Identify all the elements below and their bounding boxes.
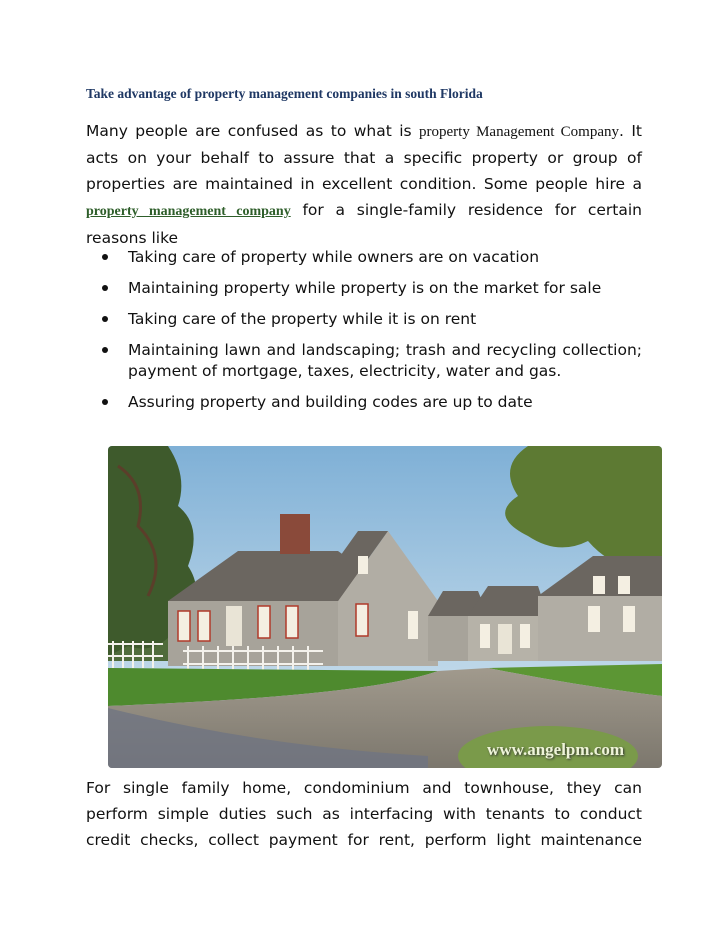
list-item-text: Maintaining lawn and landscaping; trash and recycling collection; payment of mortgage, taxes, electricity, water and gas. (128, 341, 642, 380)
intro-text-1: Many people are confused as to what is (86, 122, 420, 140)
property-management-link[interactable]: property management company (86, 204, 291, 219)
house-illustration (108, 446, 662, 768)
bullet-icon (102, 254, 108, 260)
list-item-text: Taking care of property while owners are on vacation (128, 248, 540, 266)
list-item-text: Taking care of the property while it is on rent (128, 310, 477, 328)
list-item (86, 247, 642, 268)
list-item (86, 392, 642, 413)
bullet-icon (102, 285, 108, 291)
page-title: Take advantage of property management companies in south Florida (86, 86, 483, 101)
reasons-list (86, 247, 642, 423)
intro-paragraph (86, 118, 642, 251)
intro-text-2: . It acts on your behalf to assure that a specific property or group of properties are maintained in excellent condition. Some people hire a (86, 122, 642, 193)
list-item-text: Maintaining property while property is on the market for sale (128, 279, 602, 297)
photo-watermark: www.angelpm.com (487, 740, 624, 759)
house-photo (108, 446, 662, 768)
bullet-icon (102, 399, 108, 405)
list-item (86, 278, 642, 299)
bullet-icon (102, 316, 108, 322)
list-item (86, 340, 642, 382)
bullet-icon (102, 347, 108, 353)
intro-serif-term: property Management Company (419, 124, 619, 140)
closing-paragraph: For single family home, condominium and townhouse, they can perform simple duties such as interfacing with tenants to conduct credit checks, collect payment for rent, perform light maintenance (86, 779, 642, 849)
list-item (86, 309, 642, 330)
list-item-text: Assuring property and building codes are up to date (128, 393, 533, 411)
intro-text-3: for a single-family residence for certain reasons like (86, 201, 642, 247)
